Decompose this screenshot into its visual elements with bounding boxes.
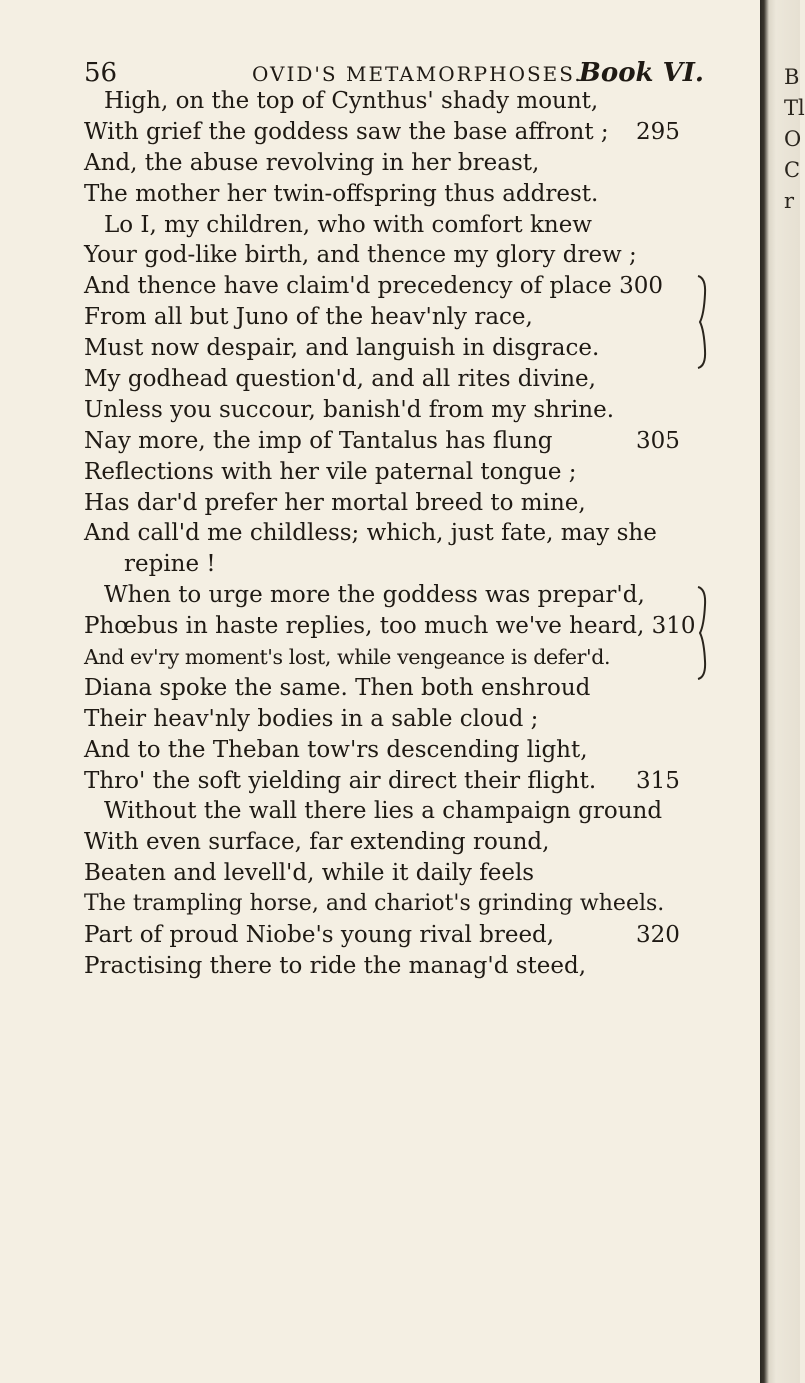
verse-line: Lo I, my children, who with comfort knew	[104, 211, 592, 238]
verse-line: Unless you succour, banish'd from my shrine.	[84, 396, 615, 423]
verse-line: From all but Juno of the heav'nly race,	[84, 304, 533, 331]
verse-line: Has dar'd prefer her mortal breed to mine,	[84, 489, 586, 516]
verse-line: With even surface, far extending round,	[84, 829, 550, 856]
verse-line: Nay more, the imp of Tantalus has flung 305	[84, 426, 724, 457]
verse-block	[84, 86, 724, 982]
line-number: 320	[636, 922, 680, 949]
verse-line: Your god-like birth, and thence my glory drew ;	[84, 242, 637, 269]
verse-line: Practising there to ride the manag'd steed,	[84, 952, 587, 979]
verse-line: Diana spoke the same. Then both enshroud	[84, 674, 591, 701]
verse-line: Must now despair, and languish in disgrace.	[84, 335, 600, 362]
verse-line: The trampling horse, and chariot's grinding wheels.	[84, 891, 665, 917]
line-number: 315	[636, 767, 680, 794]
book-label: Book VI.	[578, 58, 704, 88]
verse-line: Thro' the soft yielding air direct their flight. 315	[84, 766, 724, 797]
running-title: OVID'S METAMORPHOSES.	[252, 62, 583, 86]
verse-line: And call'd me childless; which, just fate, may she	[84, 520, 657, 547]
line-number: 295	[636, 118, 680, 145]
verse-line: And ev'ry moment's lost, while vengeance is defer'd.	[84, 645, 611, 670]
verse-line: When to urge more the goddess was prepar'd,	[104, 582, 645, 609]
verse-line: With grief the goddess saw the base affront ; 295	[84, 117, 724, 148]
verse-line: My godhead question'd, and all rites divine,	[84, 366, 596, 393]
verse-line-continuation: repine !	[124, 551, 216, 578]
verse-line: Part of proud Niobe's young rival breed, 320	[84, 920, 724, 951]
triplet-brace	[696, 585, 708, 681]
verse-line: And, the abuse revolving in her breast,	[84, 149, 540, 176]
verse-line: The mother her twin-offspring thus addrest.	[84, 180, 599, 207]
facing-page-fragments: B Tl O C r	[784, 65, 805, 213]
triplet-brace	[696, 274, 708, 370]
line-number: 305	[636, 427, 680, 454]
verse-line: Beaten and levell'd, while it daily feels	[84, 860, 535, 887]
verse-line: Reflections with her vile paternal tongue ;	[84, 458, 577, 485]
verse-line: Their heav'nly bodies in a sable cloud ;	[84, 705, 539, 732]
verse-line: Phœbus in haste replies, too much we've heard, 310	[84, 613, 696, 640]
verse-line: Without the wall there lies a champaign ground	[104, 798, 663, 825]
page-number: 56	[84, 58, 118, 88]
verse-line: High, on the top of Cynthus' shady mount,	[104, 88, 599, 114]
verse-line: And thence have claim'd precedency of place 300	[84, 273, 663, 300]
verse-line: And to the Theban tow'rs descending light,	[84, 736, 588, 763]
